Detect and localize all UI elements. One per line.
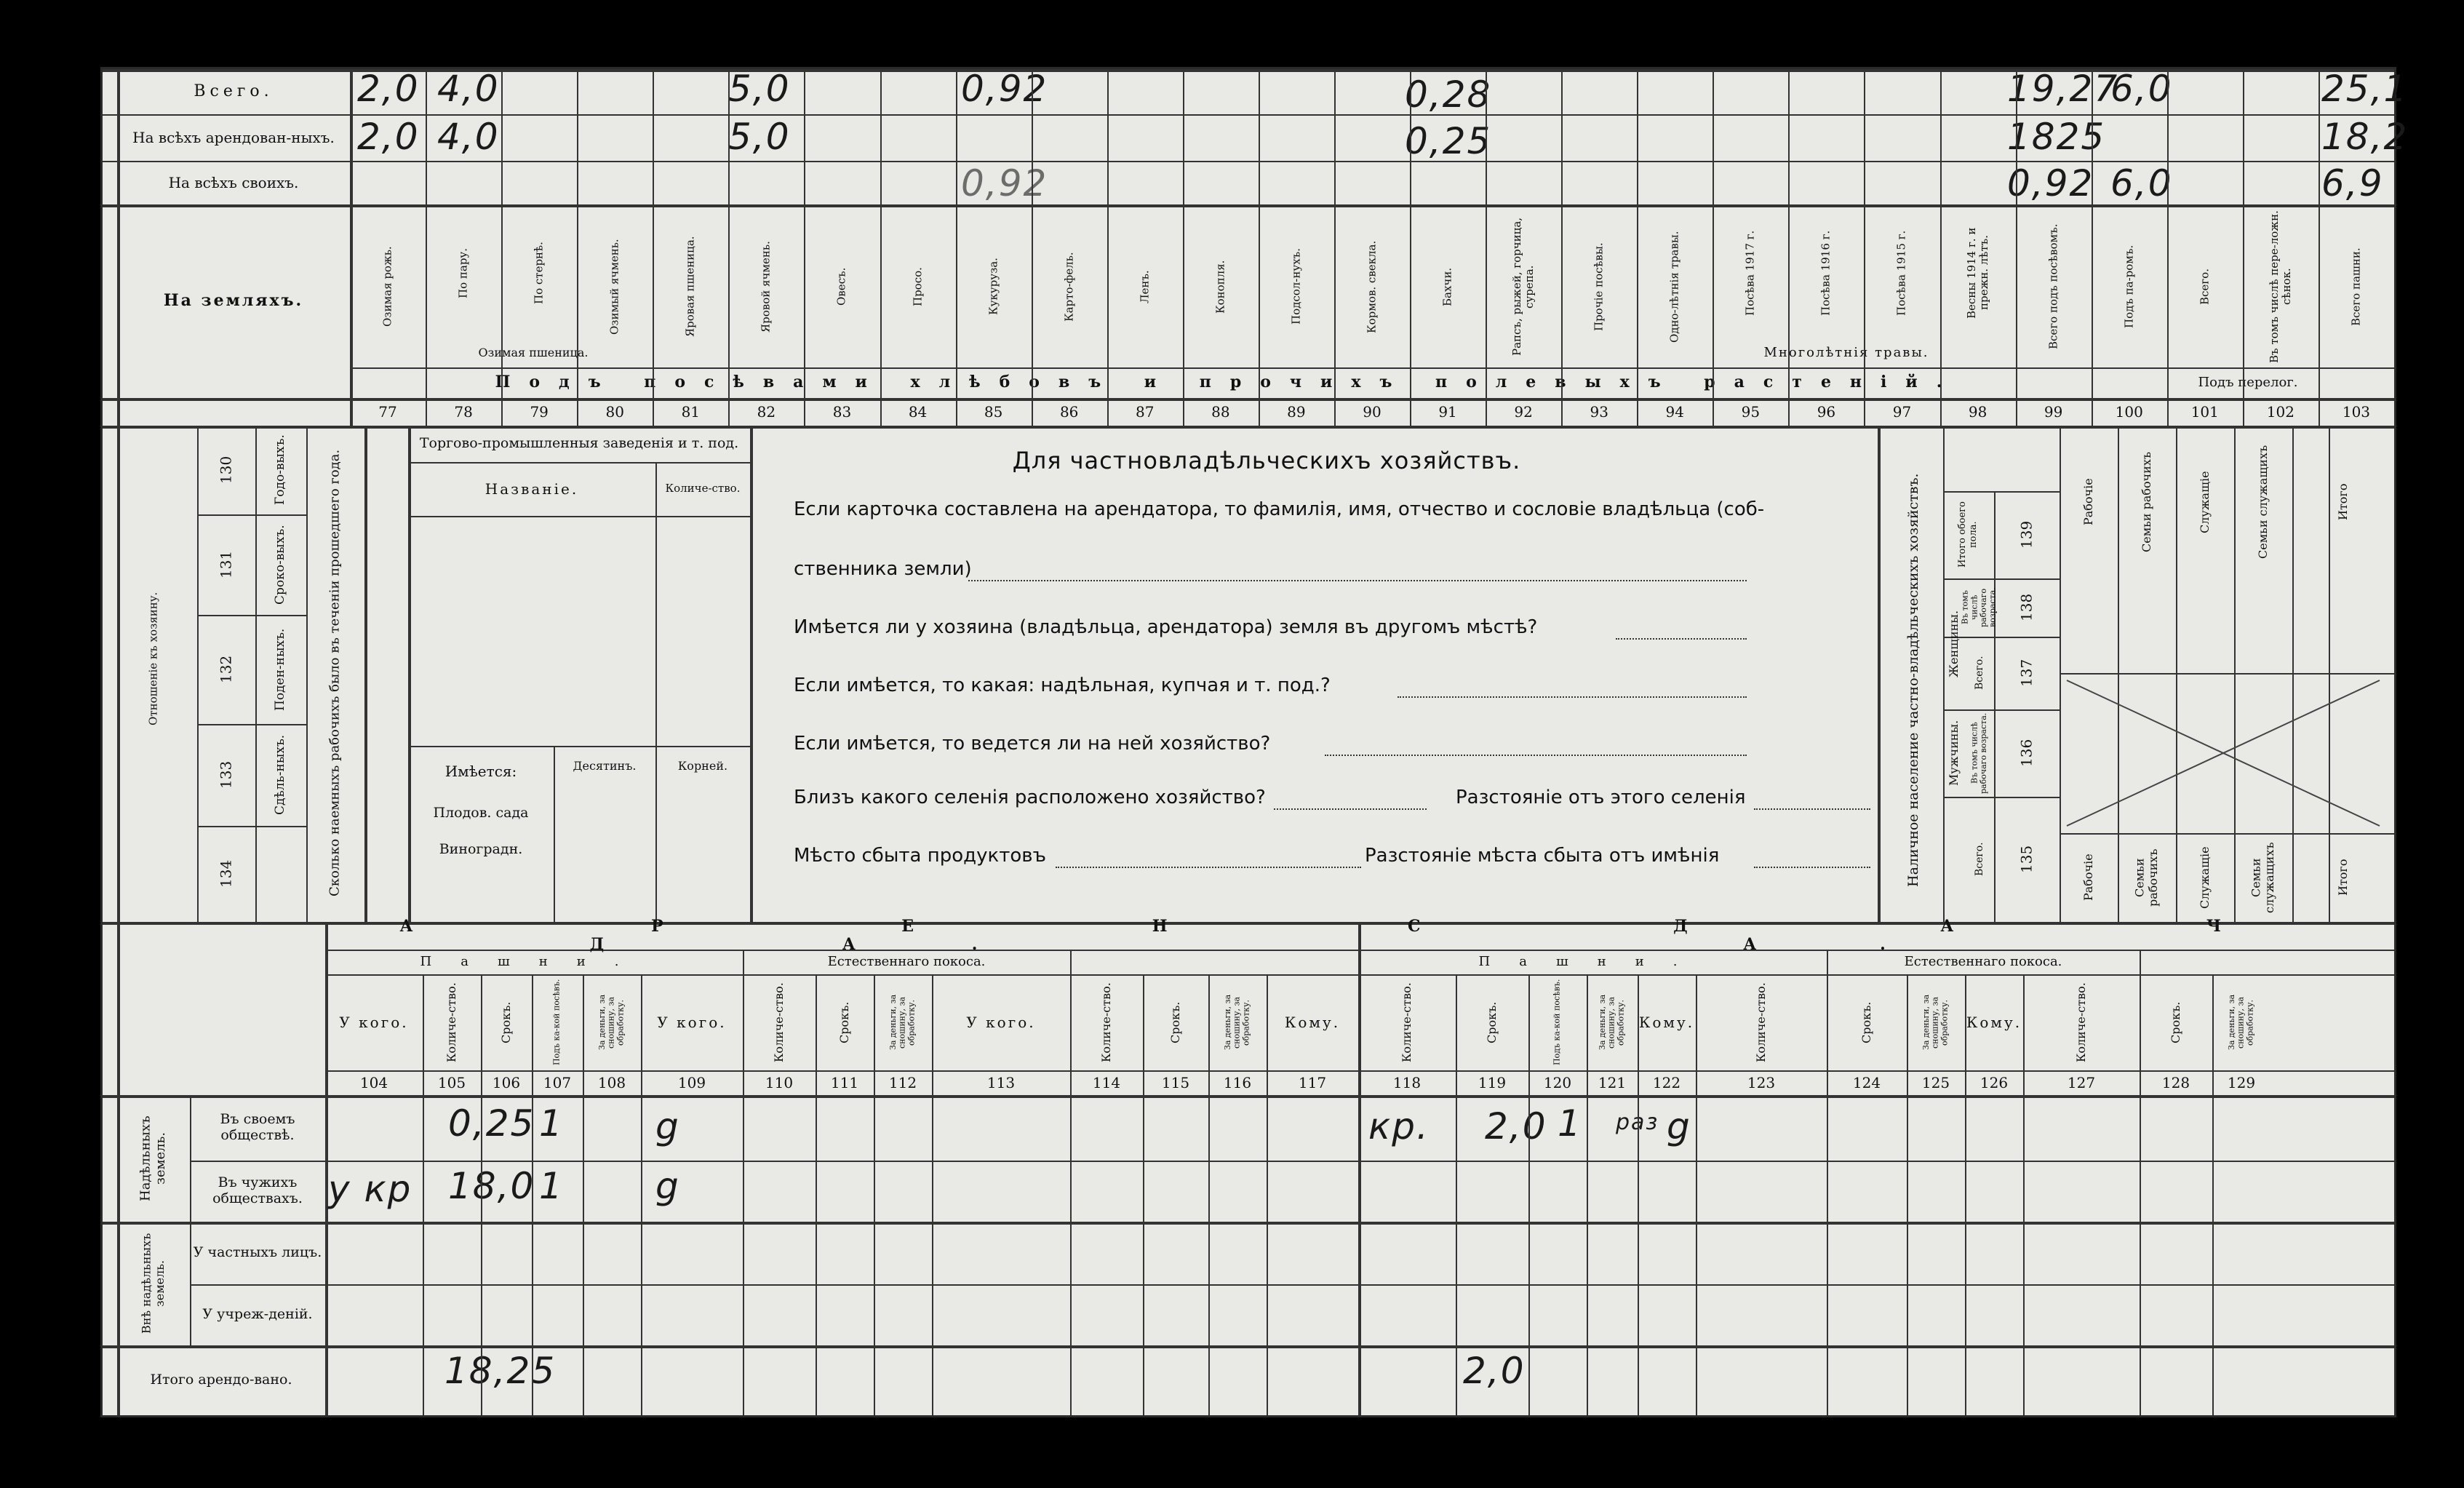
arenda-col-header-123: Количе-ство. bbox=[1753, 982, 1768, 1062]
hw-arend-1: 2,0 bbox=[357, 116, 420, 158]
hw-svoi-2: 0,92 bbox=[2007, 162, 2094, 204]
hw-svoi-4: 6,9 bbox=[2321, 162, 2384, 204]
crop-num-87: 87 bbox=[1136, 402, 1155, 421]
crop-num-80: 80 bbox=[605, 402, 624, 421]
arenda-col-header-118: Количе-ство. bbox=[1399, 982, 1414, 1062]
population-num-136: 136 bbox=[2017, 739, 2036, 768]
crop-num-101: 101 bbox=[2190, 402, 2219, 421]
workers-label-131: Сроко-выхъ. bbox=[273, 525, 288, 605]
arenda-num-117: 117 bbox=[1298, 1073, 1327, 1091]
population-men-vtom: Въ томъ числѣ рабочаго возраста. bbox=[1969, 712, 1988, 794]
population-num-137: 137 bbox=[2017, 659, 2036, 688]
crop-header-96: Посѣва 1916 г. bbox=[1819, 230, 1833, 316]
arenda-col-header-127: Количе-ство. bbox=[2073, 982, 2088, 1062]
crop-num-95: 95 bbox=[1741, 402, 1761, 421]
trade-name-col: Названіе. bbox=[485, 480, 579, 498]
population-col-top-5: Итого bbox=[2335, 483, 2350, 521]
hw-ar-12: g bbox=[1667, 1105, 1691, 1147]
row-label-vsego: Всего. bbox=[194, 82, 274, 101]
arenda-col-header-115: Срокъ. bbox=[1168, 1001, 1182, 1043]
private-line-2: ственника земли) bbox=[794, 558, 972, 580]
arenda-num-105: 105 bbox=[437, 1073, 466, 1091]
workers-num-130: 130 bbox=[217, 455, 235, 485]
arenda-col-header-129: За деньги, за сношину, за обработку. bbox=[2227, 994, 2255, 1051]
arenda-num-110: 110 bbox=[765, 1073, 794, 1091]
trade-qty-col: Количе-ство. bbox=[665, 482, 741, 496]
hw-arend-5: 1825 bbox=[2007, 116, 2106, 158]
arenda-col-header-111: Срокъ. bbox=[837, 1001, 851, 1043]
private-line-5: Если имѣется, то ведется ли на ней хозяйство? bbox=[794, 733, 1271, 755]
crop-num-82: 82 bbox=[757, 402, 776, 421]
arenda-num-125: 125 bbox=[1921, 1073, 1950, 1091]
crop-num-103: 103 bbox=[2342, 402, 2371, 421]
group-ozimaya-pshenitsa: Озимая пшеница. bbox=[478, 345, 589, 359]
hw-ar-6: g bbox=[655, 1165, 680, 1207]
arenda-num-107: 107 bbox=[543, 1073, 572, 1091]
row-chuzh: Въ чужихъ обществахъ. bbox=[212, 1174, 303, 1206]
population-men-vsego: Всего. bbox=[1973, 842, 1985, 877]
arenda-col-header-119: Срокъ. bbox=[1484, 1001, 1499, 1043]
crop-num-77: 77 bbox=[378, 402, 397, 421]
hw-arend-2: 4,0 bbox=[437, 116, 500, 158]
row-label-arend: На всѣхъ арендован-ныхъ. bbox=[132, 128, 335, 146]
workers-num-132: 132 bbox=[217, 655, 235, 684]
crop-num-85: 85 bbox=[984, 402, 1003, 421]
arenda-num-114: 114 bbox=[1092, 1073, 1121, 1091]
hw-vsego-1: 2,0 bbox=[357, 68, 420, 110]
hw-ar-3: g bbox=[655, 1105, 680, 1147]
crop-num-81: 81 bbox=[681, 402, 701, 421]
population-num-139: 139 bbox=[2017, 520, 2036, 549]
population-col-bot-5: Итого bbox=[2335, 859, 2350, 896]
hw-svoi-1: 0,92 bbox=[961, 162, 1048, 204]
hw-arend-4: 0,25 bbox=[1405, 120, 1492, 162]
arenda-num-106: 106 bbox=[492, 1073, 521, 1091]
private-line-6: Близъ какого селенія расположено хозяйство? bbox=[794, 787, 1266, 808]
row-vne: Внѣ надѣльныхъ земель. bbox=[139, 1233, 167, 1334]
crop-num-97: 97 bbox=[1892, 402, 1912, 421]
arenda-col-header-126: Кому. bbox=[1966, 1013, 2022, 1031]
arenda-col-header-125: За деньги, за сношину, за обработку. bbox=[1921, 994, 1950, 1051]
arenda-num-119: 119 bbox=[1478, 1073, 1507, 1091]
arenda-col-header-120: Подъ ка-кой посѣвъ. bbox=[1552, 979, 1562, 1066]
crop-header-78: По пару. bbox=[456, 247, 470, 298]
arenda-title: А Р Е Н Д А. bbox=[399, 916, 1284, 954]
crop-num-102: 102 bbox=[2266, 402, 2294, 421]
hw-vsego-8: 25,1 bbox=[2321, 68, 2409, 110]
hw-ar-7: у кр bbox=[328, 1168, 412, 1210]
arenda-num-126: 126 bbox=[1979, 1073, 2009, 1091]
crop-num-86: 86 bbox=[1059, 402, 1079, 421]
arenda-col-header-117: Кому. bbox=[1284, 1013, 1341, 1031]
hw-vsego-2: 4,0 bbox=[437, 68, 500, 110]
population-col-bot-1: Рабочіе bbox=[2081, 854, 2095, 902]
private-line-3: Имѣется ли у хозяина (владѣльца, арендатора) земля въ другомъ мѣстѣ? bbox=[794, 616, 1538, 638]
crop-header-81: Яровая пшеница. bbox=[683, 236, 697, 338]
row-label-zemli: На земляхъ. bbox=[163, 291, 304, 311]
crop-header-82: Яровой ячмень. bbox=[759, 241, 773, 333]
workers-num-131: 131 bbox=[217, 550, 235, 579]
arenda-pashni: Пашни. bbox=[420, 953, 648, 969]
crossout-lines bbox=[2060, 673, 2394, 833]
crop-num-78: 78 bbox=[454, 402, 473, 421]
row-svoem: Въ своемъ обществѣ. bbox=[220, 1111, 295, 1143]
group-pod-posevami: Подъ посѣвами хлѣбовъ и прочихъ полевыхъ растеній. bbox=[495, 373, 1961, 392]
arenda-num-108: 108 bbox=[597, 1073, 626, 1091]
population-col-top-4: Семьи служащихъ bbox=[2255, 445, 2270, 560]
crop-num-88: 88 bbox=[1211, 402, 1230, 421]
arenda-pokos: Естественнаго покоса. bbox=[827, 953, 986, 969]
population-title: Наличное население частно-владѣльческихъ хозяйствъ. bbox=[1905, 473, 1922, 888]
arenda-num-116: 116 bbox=[1223, 1073, 1252, 1091]
crop-header-85: Кукуруза. bbox=[986, 258, 1000, 316]
population-women: Женщины. bbox=[1946, 610, 1961, 678]
population-col-top-3: Служащіе bbox=[2197, 471, 2212, 533]
private-line-4: Если имѣется, то какая: надѣльная, купчая и т. под.? bbox=[794, 675, 1331, 696]
arenda-num-129: 129 bbox=[2227, 1073, 2256, 1091]
arenda-col-header-128: Срокъ. bbox=[2168, 1001, 2182, 1043]
private-title: Для частновладѣльческихъ хозяйствъ. bbox=[1012, 446, 1521, 474]
crop-num-93: 93 bbox=[1590, 402, 1608, 421]
crop-num-100: 100 bbox=[2115, 402, 2143, 421]
crop-num-79: 79 bbox=[530, 402, 549, 421]
arenda-col-header-106: Срокъ. bbox=[498, 1001, 513, 1043]
crop-num-92: 92 bbox=[1514, 402, 1533, 421]
arenda-col-header-121: За деньги, за сношину, за обработку. bbox=[1598, 994, 1626, 1051]
hw-ar-1: 0,25 bbox=[448, 1102, 535, 1145]
arenda-col-header-105: Количе-ство. bbox=[444, 982, 458, 1062]
population-women-vsego: Всего. bbox=[1973, 656, 1985, 691]
arenda-num-115: 115 bbox=[1161, 1073, 1190, 1091]
arenda-col-header-114: Количе-ство. bbox=[1099, 982, 1113, 1062]
population-col-bot-3: Служащіе bbox=[2197, 846, 2212, 909]
crop-header-102: Въ томъ числѣ пере-ложн. сѣнок. bbox=[2267, 210, 2293, 363]
hw-ar-5: 1 bbox=[539, 1165, 564, 1207]
arenda-num-109: 109 bbox=[677, 1073, 706, 1091]
arenda-col-header-112: За деньги, за сношину, за обработку. bbox=[888, 994, 917, 1051]
arenda-col-header-108: За деньги, за сношину, за обработку. bbox=[597, 994, 626, 1051]
crop-header-94: Одно-лѣтнія травы. bbox=[1667, 231, 1681, 343]
population-num-138: 138 bbox=[2017, 593, 2036, 622]
hw-ar-9: 2,0 bbox=[1485, 1105, 1547, 1147]
hw-ar-10: 1 bbox=[1558, 1102, 1582, 1145]
crop-header-87: Ленъ. bbox=[1138, 270, 1152, 303]
arenda-col-header-107: Подъ ка-кой посѣвъ. bbox=[551, 979, 562, 1066]
workers-label-130: Годо-выхъ. bbox=[273, 434, 288, 506]
hw-vsego-5: 0,28 bbox=[1405, 73, 1492, 116]
arenda-num-122: 122 bbox=[1652, 1073, 1681, 1091]
crop-header-99: Всего подъ посѣвомъ. bbox=[2046, 223, 2060, 350]
population-col-bot-4: Семьи служащихъ bbox=[2249, 842, 2276, 913]
hw-ar-4: 18,0 bbox=[448, 1165, 535, 1207]
crop-header-84: Просо. bbox=[910, 267, 924, 306]
group-pod-perelog: Подъ перелог. bbox=[2198, 374, 2298, 390]
private-line-1: Если карточка составлена на арендатора, то фамилія, имя, отчество и сословіе владѣльца (соб- bbox=[794, 498, 1765, 520]
crop-header-103: Всего пашни. bbox=[2349, 247, 2363, 326]
arenda-num-128: 128 bbox=[2161, 1073, 2190, 1091]
arenda-num-123: 123 bbox=[1747, 1073, 1776, 1091]
sdacha-pokos: Естественнаго покоса. bbox=[1904, 953, 2062, 969]
arenda-col-header-110: Количе-ство. bbox=[771, 982, 786, 1062]
crop-header-77: Озимая рожь. bbox=[380, 246, 394, 327]
arenda-num-111: 111 bbox=[830, 1073, 859, 1091]
population-women-vtom: Въ томъ числѣ рабочаго возраста. bbox=[1960, 587, 1998, 628]
arenda-col-header-124: Срокъ. bbox=[1859, 1001, 1873, 1043]
hw-ar-8: кр. bbox=[1368, 1105, 1430, 1147]
trade-vinograd: Виноградн. bbox=[439, 841, 523, 858]
arenda-num-112: 112 bbox=[888, 1073, 917, 1091]
population-col-bot-2: Семьи рабочихъ bbox=[2132, 848, 2160, 907]
workers-num-133: 133 bbox=[217, 760, 235, 789]
trade-sad: Плодов. сада bbox=[433, 805, 529, 821]
crop-num-99: 99 bbox=[2044, 402, 2063, 421]
crop-num-84: 84 bbox=[908, 402, 928, 421]
census-card bbox=[100, 67, 2409, 1417]
crop-header-95: Посѣва 1917 г. bbox=[1743, 230, 1757, 316]
trade-korney: Корней. bbox=[677, 758, 728, 773]
crop-header-91: Бахчи. bbox=[1440, 267, 1454, 306]
crop-header-88: Конопля. bbox=[1213, 260, 1227, 314]
crop-num-90: 90 bbox=[1363, 402, 1381, 421]
hw-ar-13: 18,25 bbox=[444, 1350, 557, 1392]
population-col-top-1: Рабочіе bbox=[2081, 478, 2095, 526]
arenda-num-121: 121 bbox=[1598, 1073, 1627, 1091]
row-chast: У частныхъ лицъ. bbox=[193, 1244, 322, 1261]
crop-header-80: Озимый ячмень. bbox=[607, 239, 621, 335]
crop-header-89: Подсол-нухъ. bbox=[1289, 248, 1303, 325]
population-num-135: 135 bbox=[2017, 845, 2036, 874]
crop-header-79: По стернѣ. bbox=[532, 242, 546, 304]
row-itogo: Итого арендо-вано. bbox=[150, 1372, 292, 1388]
crop-header-86: Карто-фель. bbox=[1062, 252, 1076, 322]
crop-header-93: Прочіе посѣвы. bbox=[1592, 242, 1606, 331]
arenda-col-header-122: Кому. bbox=[1638, 1013, 1695, 1031]
workers-label-132: Поден-ныхъ. bbox=[273, 628, 288, 711]
crop-header-83: Овесъ. bbox=[834, 267, 848, 306]
arenda-col-header-113: У кого. bbox=[966, 1013, 1036, 1031]
crop-num-89: 89 bbox=[1287, 402, 1306, 421]
crop-header-92: Рапсъ, рыжей, горчица, сурепа. bbox=[1510, 217, 1536, 357]
group-mnogoletnie: Многолѣтнія травы. bbox=[1763, 344, 1929, 360]
crop-header-90: Кормов. свекла. bbox=[1365, 240, 1379, 333]
arenda-num-120: 120 bbox=[1543, 1073, 1572, 1091]
arenda-num-124: 124 bbox=[1852, 1073, 1881, 1091]
arenda-col-header-109: У кого. bbox=[657, 1013, 727, 1031]
row-uchrezh: У учреж-деній. bbox=[202, 1306, 313, 1323]
population-itogo: Итого обоего пола. bbox=[1957, 501, 1979, 568]
arenda-col-header-104: У кого. bbox=[339, 1013, 409, 1031]
hw-ar-2: 1 bbox=[539, 1102, 564, 1145]
hw-vsego-3: 5,0 bbox=[728, 68, 791, 110]
arenda-num-127: 127 bbox=[2067, 1073, 2096, 1091]
crop-num-94: 94 bbox=[1665, 402, 1684, 421]
arenda-num-104: 104 bbox=[359, 1073, 388, 1091]
hw-ar-14: 2,0 bbox=[1463, 1350, 1526, 1392]
hw-arend-3: 5,0 bbox=[728, 116, 791, 158]
trade-desyatin: Десятинъ. bbox=[573, 758, 637, 773]
arenda-col-header-116: За деньги, за сношину, за обработку. bbox=[1223, 994, 1251, 1051]
hw-ar-11: раз bbox=[1616, 1110, 1659, 1135]
crop-num-98: 98 bbox=[1968, 402, 1987, 421]
population-col-top-2: Семьи рабочихъ bbox=[2139, 451, 2153, 553]
private-line-7: Разстояніе отъ этого селенія bbox=[1456, 787, 1746, 808]
trade-title: Торгово-промышленныя заведенія и т. под. bbox=[419, 435, 739, 452]
crop-num-83: 83 bbox=[832, 402, 852, 421]
hw-vsego-7: 6,0 bbox=[2110, 68, 2173, 110]
arenda-num-118: 118 bbox=[1392, 1073, 1422, 1091]
workers-label-133: Сдѣль-ныхъ. bbox=[273, 734, 288, 816]
crop-num-91: 91 bbox=[1438, 402, 1457, 421]
sdacha-pashni: Пашни. bbox=[1478, 953, 1707, 969]
crop-num-96: 96 bbox=[1817, 402, 1836, 421]
hw-svoi-3: 6,0 bbox=[2110, 162, 2173, 204]
crop-header-98: Весны 1914 г. и прежн. лѣтъ. bbox=[1964, 227, 1990, 319]
workers-left-margin: Отношеніе къ хозяину. bbox=[146, 592, 160, 725]
sdacha-title: С Д А Ч А. bbox=[1407, 916, 2345, 954]
population-men: Мужчины. bbox=[1946, 720, 1961, 787]
crop-header-100: Подъ па-ромъ. bbox=[2122, 244, 2136, 329]
workers-title: Сколько наемныхъ рабочихъ было въ теченіи прошедшего года. bbox=[327, 449, 343, 897]
arenda-num-113: 113 bbox=[986, 1073, 1016, 1091]
crop-header-97: Посѣва 1915 г. bbox=[1894, 230, 1908, 316]
hw-arend-6: 18,2 bbox=[2321, 116, 2409, 158]
workers-num-134: 134 bbox=[217, 859, 235, 888]
hw-vsego-4: 0,92 bbox=[961, 68, 1048, 110]
row-nadel: Надѣльныхъ земель. bbox=[137, 1115, 168, 1201]
private-line-8: Мѣсто сбыта продуктовъ bbox=[794, 845, 1046, 867]
crop-header-101: Всего. bbox=[2198, 268, 2212, 305]
hw-vsego-6: 19,27 bbox=[2007, 68, 2119, 110]
row-label-svoi: На всѣхъ своихъ. bbox=[168, 173, 299, 191]
private-line-9: Разстояніе мѣста сбыта отъ имѣнія bbox=[1365, 845, 1720, 867]
trade-imeetsya: Имѣется: bbox=[444, 762, 517, 780]
